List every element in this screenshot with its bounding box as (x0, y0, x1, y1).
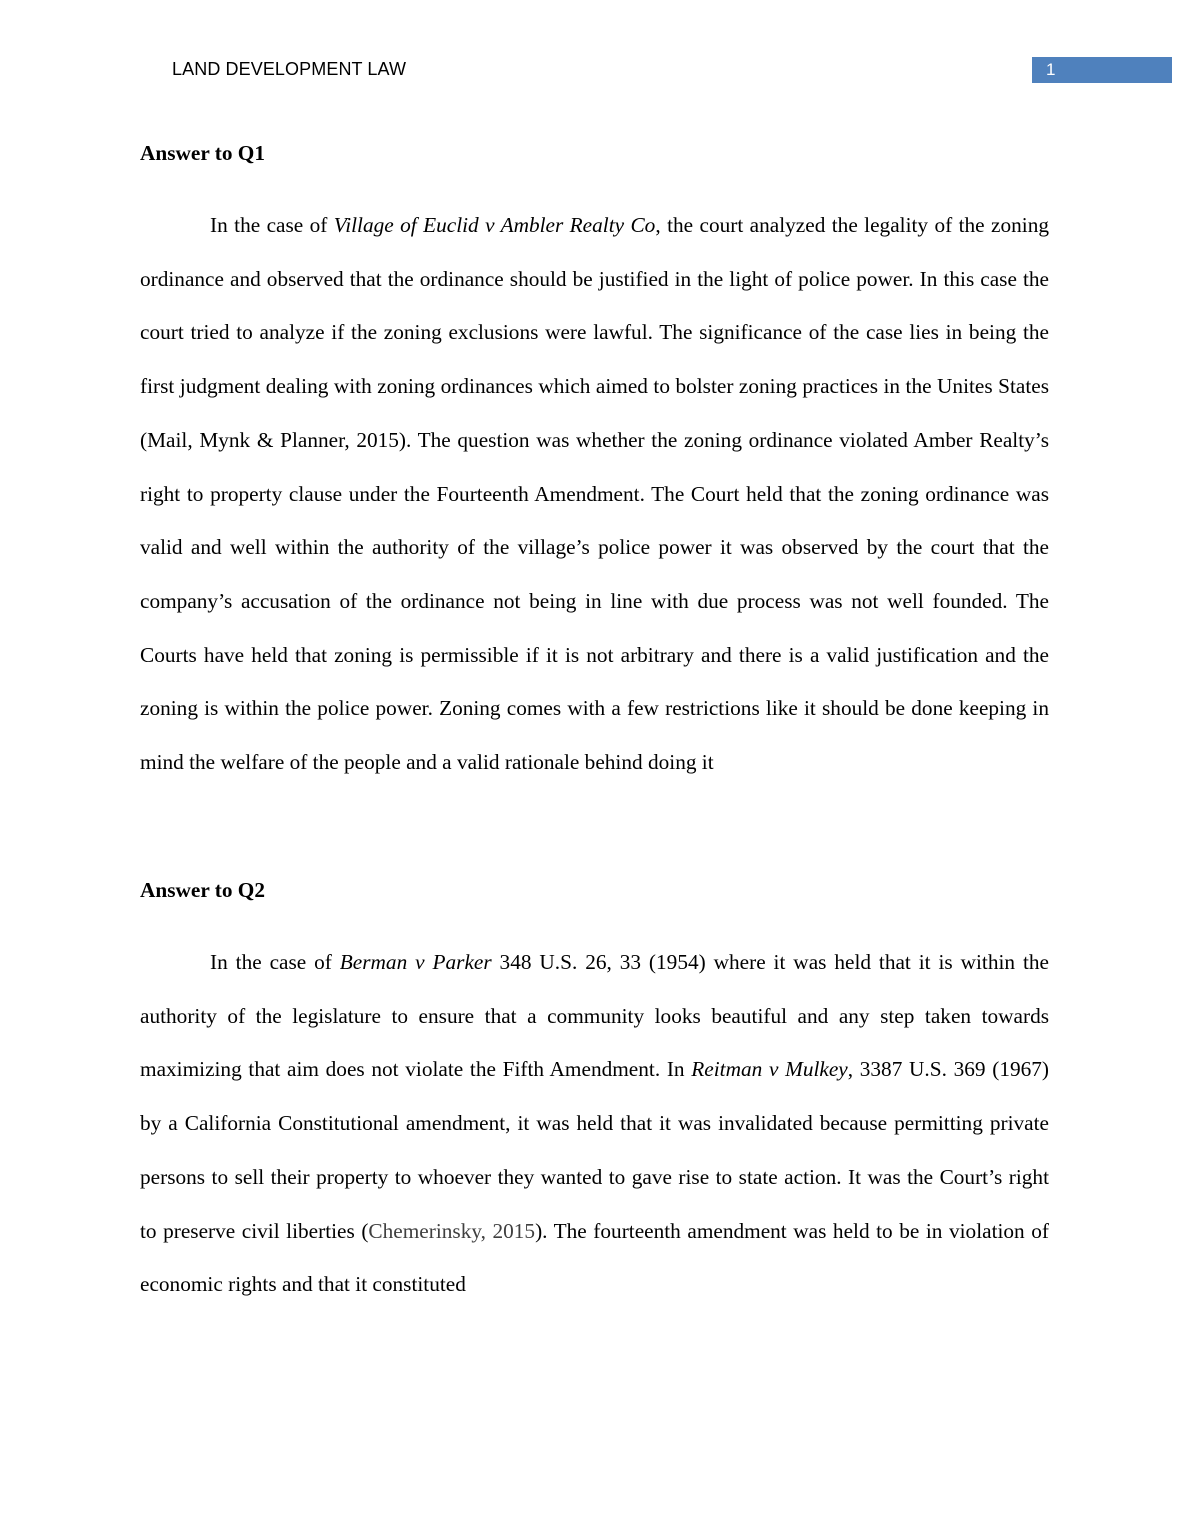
paragraph-text: , the court analyzed the legality of the zoning ordinance and observed that the ordinance should be justified in the light of police power. In this case the court tried to analyze if the zoning exclusions were lawful. The significance of the case lies in being the first judgment dealing with zoning ordinances which aimed to bolster zoning practices in the Unites States (Mail, Mynk & Planner, 2015). The question was whether the zoning ordinance violated Amber Realty’s right to property clause under the Fourteenth Amendment. The Court held that the zoning ordinance was valid and well within the authority of the village’s police power it was observed by the court that the company’s accusation of the ordinance not being in line with due process was not well founded. The Courts have held that zoning is permissible if it is not arbitrary and there is a valid justification and the zoning is within the police power. Zoning comes with a few restrictions like it should be done keeping in mind the welfare of the people and a valid rationale behind doing it (140, 213, 1049, 775)
section-heading-q1: Answer to Q1 (140, 141, 266, 165)
running-header-title: LAND DEVELOPMENT LAW (172, 59, 407, 79)
paragraph-text: 348 U.S. 26, 33 (1954) where it was held that it is within the authority of the legislature to ensure that a community looks beautiful and any step taken towards maximizing that aim does not violate the Fifth Amendment. In (140, 950, 1049, 1082)
case-name: Berman v Parker (339, 950, 492, 974)
paragraph-text: In the case of (210, 213, 334, 237)
case-name: Reitman v Mulkey (691, 1057, 848, 1082)
page-number: 1 (1046, 60, 1056, 79)
paragraph-text: ). The fourteenth amendment was held to be in violation of economic rights and that it constituted (140, 1218, 1049, 1297)
citation: Chemerinsky, 2015 (368, 1218, 536, 1243)
paragraph-text: , 3387 U.S. 369 (1967) by a California Constitutional amendment, it was held that it was invalidated because permitting private persons to sell their property to whoever they wanted to gave rise to state action. It was the Court’s right to preserve civil liberties ( (140, 1057, 1050, 1243)
page-number-badge (1032, 57, 1172, 83)
section-heading-q2: Answer to Q2 (140, 878, 266, 902)
paragraph-q2 (140, 936, 1049, 1312)
case-name: Village of Euclid v Ambler Realty Co (333, 213, 656, 237)
paragraph-q1 (140, 199, 1049, 790)
paragraph-text: In the case of (210, 950, 340, 974)
